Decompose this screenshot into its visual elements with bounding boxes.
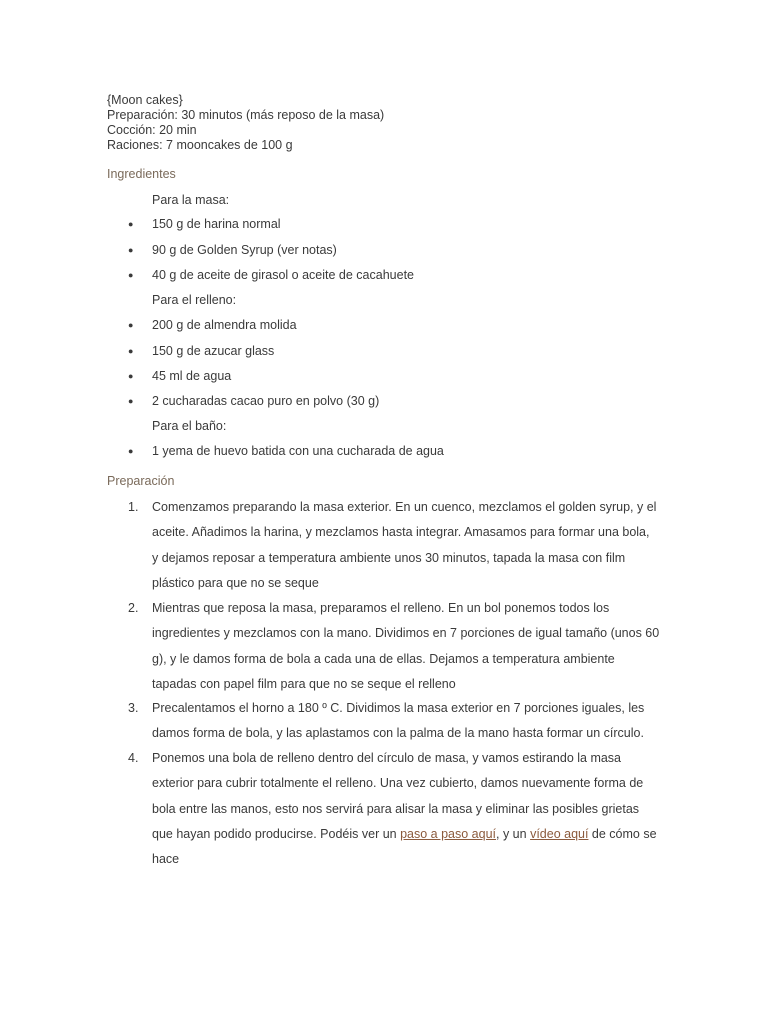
ingredient-text: 1 yema de huevo batida con una cucharada de agua	[152, 444, 444, 458]
servings: Raciones: 7 mooncakes de 100 g	[107, 138, 293, 152]
step-line: damos forma de bola, y las aplastamos con la palma de la mano hasta formar un círculo.	[152, 726, 644, 741]
video-link[interactable]: vídeo aquí	[530, 826, 589, 841]
step-line: plástico para que no se seque	[152, 575, 319, 590]
ingredient-text: 150 g de azucar glass	[152, 344, 275, 358]
subheading-bano	[0, 416, 768, 436]
step-number: 1.	[128, 500, 139, 514]
cook-time: Cocción: 20 min	[107, 123, 197, 137]
step-text-fragment: de cómo se	[588, 826, 657, 841]
list-item	[0, 391, 768, 411]
step-by-step-link[interactable]: paso a paso aquí	[400, 826, 497, 841]
step-line: aceite. Añadimos la harina, y mezclamos hasta integrar. Amasamos para formar una bola,	[152, 525, 650, 540]
list-item	[0, 214, 768, 234]
bullet-icon: ●	[128, 219, 134, 229]
ingredient-text: 200 g de almendra molida	[152, 318, 297, 332]
ingredients-heading: Ingredientes	[107, 167, 176, 181]
step-line: Mientras que reposa la masa, preparamos el relleno. En un bol ponemos todos los	[152, 601, 610, 615]
step-line: hace	[152, 852, 180, 867]
list-item	[0, 265, 768, 285]
step-line	[152, 822, 672, 847]
step-line: Comenzamos preparando la masa exterior. En un cuenco, mezclamos el golden syrup, y el	[152, 500, 657, 514]
step-text	[152, 696, 672, 747]
step-text	[152, 746, 672, 872]
step-line: ingredientes y mezclamos con la mano. Dividimos en 7 porciones de igual tamaño (unos 60	[152, 626, 660, 641]
step-text-fragment: que hayan podido producirse. Podéis ver un	[152, 826, 401, 841]
ingredient-text: 150 g de harina normal	[152, 217, 281, 231]
bullet-icon: ●	[128, 270, 134, 280]
step-line: tapadas con papel film para que no se seque el relleno	[152, 676, 456, 691]
bullet-icon: ●	[128, 320, 134, 330]
step-line: y dejamos reposar a temperatura ambiente unos 30 minutos, tapada la masa con film	[152, 550, 626, 565]
ingredient-text: 90 g de Golden Syrup (ver notas)	[152, 243, 337, 257]
step-line: bola entre las manos, esto nos servirá para alisar la masa y eliminar las posibles grietas	[152, 801, 640, 816]
subheading-label: Para el baño:	[152, 419, 227, 433]
list-item	[0, 341, 768, 361]
step-line: Ponemos una bola de relleno dentro del círculo de masa, y vamos estirando la masa	[152, 751, 622, 765]
prep-time: Preparación: 30 minutos (más reposo de la masa)	[107, 108, 385, 122]
list-item	[0, 240, 768, 260]
list-item	[0, 315, 768, 335]
recipe-title: {Moon cakes}	[107, 93, 183, 107]
preparation-heading: Preparación	[107, 474, 175, 488]
step-line: exterior para cubrir totalmente el relleno. Una vez cubierto, damos nuevamente forma de	[152, 776, 644, 791]
list-item	[0, 441, 768, 461]
step-text	[152, 596, 672, 697]
bullet-icon: ●	[128, 446, 134, 456]
step-line: g), y le damos forma de bola a cada una de ellas. Dejamos a temperatura ambiente	[152, 651, 615, 666]
bullet-icon: ●	[128, 346, 134, 356]
step-number: 2.	[128, 601, 139, 615]
subheading-relleno	[0, 290, 768, 310]
step-text	[152, 495, 672, 596]
ingredient-text: 2 cucharadas cacao puro en polvo (30 g)	[152, 394, 380, 408]
list-item	[0, 366, 768, 386]
step-number: 4.	[128, 751, 139, 765]
recipe-header	[107, 93, 384, 153]
bullet-icon: ●	[128, 396, 134, 406]
bullet-icon: ●	[128, 371, 134, 381]
step-number: 3.	[128, 701, 139, 715]
ingredient-text: 45 ml de agua	[152, 369, 232, 383]
bullet-icon: ●	[128, 245, 134, 255]
subheading-masa	[0, 190, 768, 210]
subheading-label: Para el relleno:	[152, 293, 237, 307]
ingredient-text: 40 g de aceite de girasol o aceite de cacahuete	[152, 268, 414, 282]
step-text-fragment: , y un	[496, 826, 531, 841]
step-line: Precalentamos el horno a 180 º C. Dividimos la masa exterior en 7 porciones iguales, les	[152, 701, 645, 715]
subheading-label: Para la masa:	[152, 193, 230, 207]
